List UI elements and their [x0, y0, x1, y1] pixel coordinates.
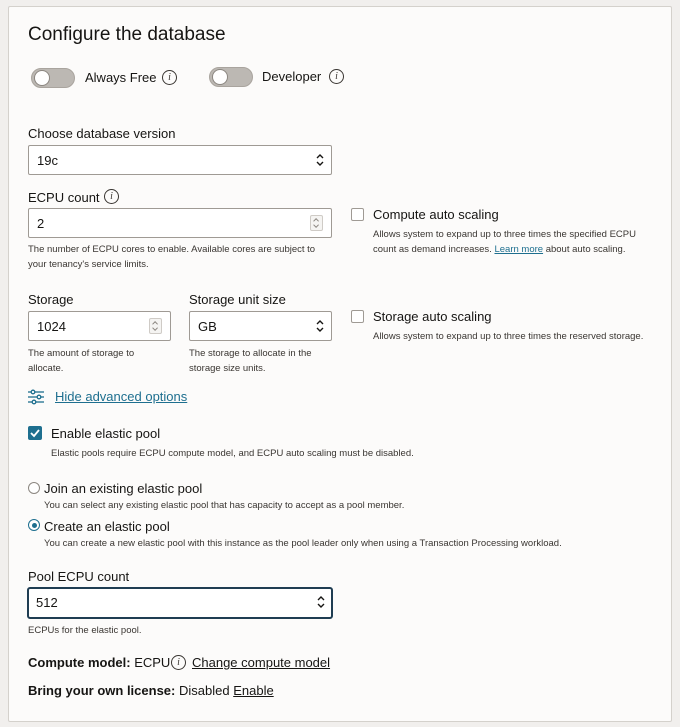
developer-toggle[interactable] — [209, 67, 253, 87]
info-icon[interactable]: i — [171, 655, 186, 670]
compute-auto-scaling-label: Compute auto scaling — [373, 207, 499, 222]
storage-input[interactable] — [28, 311, 171, 341]
enable-elastic-pool-checkbox[interactable] — [28, 426, 42, 440]
compute-model-label: Compute model: — [28, 655, 131, 670]
pool-ecpu-help-text: ECPUs for the elastic pool. — [28, 625, 142, 636]
checkmark-icon — [28, 426, 42, 440]
hide-advanced-options-link[interactable]: Hide advanced options — [55, 389, 188, 404]
toggle-knob — [212, 69, 228, 85]
storage-auto-scaling-desc: Allows system to expand up to three times the reserved storage. — [373, 331, 644, 342]
page-title: Configure the database — [28, 24, 226, 45]
pool-ecpu-count-label: Pool ECPU count — [28, 569, 130, 584]
change-compute-model-link[interactable]: Change compute model — [192, 655, 331, 670]
compute-auto-scaling-checkbox[interactable] — [351, 208, 364, 221]
storage-unit-help-text: The storage to allocate in the storage size units. — [189, 348, 312, 374]
chevron-updown-icon — [315, 318, 325, 334]
byol-label: Bring your own license: — [28, 683, 176, 698]
join-existing-pool-desc: You can select any existing elastic pool that has capacity to accept as a pool member. — [44, 500, 405, 511]
ecpu-count-label: ECPU count — [28, 190, 100, 205]
enable-elastic-pool-label: Enable elastic pool — [51, 426, 161, 441]
configure-database-panel — [8, 6, 672, 722]
ecpu-help-text: The number of ECPU cores to enable. Available cores are subject to your tenancy's service limits. — [28, 244, 316, 270]
info-icon[interactable]: i — [104, 189, 119, 204]
elastic-pool-desc: Elastic pools require ECPU compute model, and ECPU auto scaling must be disabled. — [51, 448, 414, 459]
developer-label: Developer — [262, 69, 322, 84]
storage-value: 1024 — [37, 319, 66, 334]
chevron-updown-icon — [316, 594, 326, 610]
join-existing-pool-radio[interactable] — [28, 482, 40, 494]
storage-auto-scaling-label: Storage auto scaling — [373, 309, 492, 324]
create-pool-desc: You can create a new elastic pool with this instance as the pool leader only when using a Transaction Processing workload. — [44, 538, 562, 549]
storage-auto-scaling-checkbox[interactable] — [351, 310, 364, 323]
compute-model-row — [28, 655, 170, 670]
create-pool-label: Create an elastic pool — [44, 519, 170, 534]
toggle-knob — [34, 70, 50, 86]
storage-unit-value: GB — [198, 319, 217, 334]
pool-ecpu-count-value: 512 — [36, 595, 58, 610]
always-free-label: Always Free — [85, 70, 157, 85]
byol-row — [28, 683, 274, 698]
compute-model-value: ECPU — [134, 655, 171, 670]
info-icon[interactable]: i — [162, 70, 177, 85]
storage-unit-select[interactable] — [189, 311, 332, 341]
ecpu-count-value: 2 — [37, 216, 45, 231]
storage-unit-label: Storage unit size — [189, 292, 286, 307]
always-free-toggle[interactable] — [31, 68, 75, 88]
info-icon[interactable]: i — [329, 69, 344, 84]
sliders-icon[interactable] — [27, 389, 45, 405]
storage-help-text: The amount of storage to allocate. — [28, 348, 135, 374]
db-version-value: 19c — [37, 153, 58, 168]
stepper-icon[interactable] — [310, 215, 323, 231]
create-pool-radio[interactable] — [28, 519, 40, 531]
byol-value: Disabled — [178, 683, 230, 698]
storage-label: Storage — [28, 292, 74, 307]
compute-auto-scaling-desc: Allows system to expand up to three times the specified ECPU count as demand increases. Learn more about auto scaling. — [373, 229, 636, 255]
ecpu-count-input[interactable] — [28, 208, 332, 238]
learn-more-link[interactable]: Learn more — [494, 244, 544, 255]
stepper-icon[interactable] — [149, 318, 162, 334]
chevron-updown-icon — [315, 152, 325, 168]
enable-byol-link[interactable]: Enable — [233, 683, 274, 698]
db-version-select[interactable] — [28, 145, 332, 175]
join-existing-pool-label: Join an existing elastic pool — [44, 481, 203, 496]
pool-ecpu-count-select[interactable] — [27, 587, 333, 619]
db-version-label: Choose database version — [28, 126, 176, 141]
